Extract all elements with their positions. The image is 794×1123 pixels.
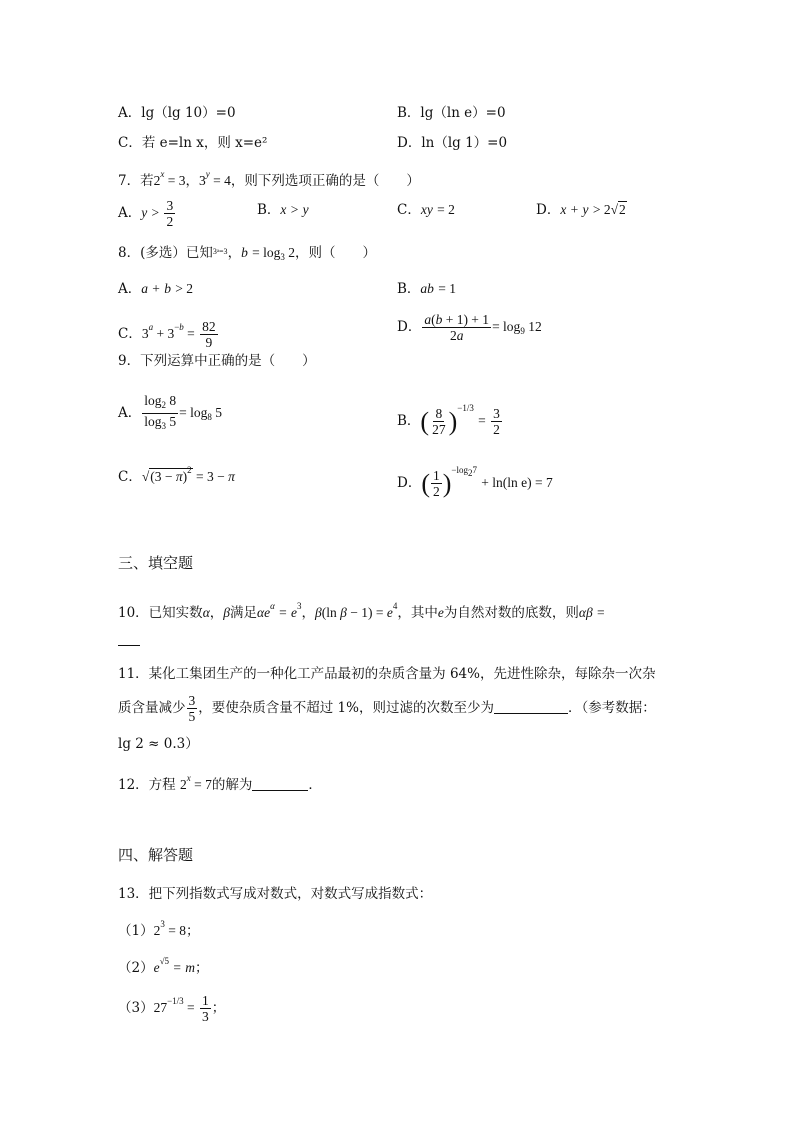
q11-line-2: 质含量减少 $\frac{3}{5}$ ，要使杂质含量不超过 1%，则过滤的次数至少为 ．（参考数据： <box>118 693 656 724</box>
q9-option-a: A． $\frac{\log_2 8}{\log_3 5}$ = $\log_8 5$ <box>118 393 223 431</box>
q6-option-c: C．若 e=ln x，则 x=e² <box>118 135 268 151</box>
q9-option-c: C．$√(3 - \pi)^2 = 3 - \pi$ <box>118 465 235 485</box>
q11-answer-blank[interactable] <box>494 699 568 714</box>
q6-option-a: A．lg（lg 10）=0 <box>118 105 236 121</box>
q12-answer-blank[interactable] <box>252 776 308 791</box>
q11-line-3: lg 2 ≈ 0.3） <box>118 736 199 752</box>
q7-option-c: C．xy = 2 <box>397 202 455 218</box>
q13-stem: 13．把下列指数式写成对数式，对数式写成指数式： <box>118 886 433 902</box>
q6-option-b: B．lg（ln e）=0 <box>397 105 506 121</box>
q6-option-d: D．ln（lg 1）=0 <box>397 135 508 151</box>
q8-option-b: B．ab = 1 <box>397 281 456 297</box>
q9-option-b: B．( $\frac{8}{27}$ )$^{-1/3}$ = $\frac{3}{2}$ <box>397 403 500 437</box>
q11-line-1: 11．某化工集团生产的一种化工产品最初的杂质含量为 64%，先进性除杂，每除杂一次杂 <box>118 666 656 682</box>
section-3-title: 三、填空题 <box>118 554 194 572</box>
q9-stem: 9．下列运算中正确的是（ ） <box>118 353 316 369</box>
q8-option-a: A．a + b > 2 <box>118 281 194 297</box>
q12-text: 12．方程 $2^x = 7$的解为 ． <box>118 773 322 793</box>
q13-part-2: $(2)e^{√5} = m$； <box>118 956 209 976</box>
q8-option-d: D． $\frac{a(b + 1) + 1}{2a}$ = $\log_9 12$ <box>397 312 542 343</box>
q7-stem: 7．若$2^x = 3$，$3^y = 4$，则下列选项正确的是（ ） <box>118 169 420 189</box>
q13-part-1: $(1)2^3 = 8$； <box>118 919 200 939</box>
q7-option-d: D．x + y > 2√2 <box>536 202 626 218</box>
q7-option-a: A．y > $\frac{3}{2}$ <box>118 198 174 229</box>
q7-option-b: B．x > y <box>257 202 309 218</box>
q10-text: 10．已知实数α，β满足$\alpha e^\alpha = e^3$，β(ln $\beta - 1) = e^4$，其中e为自然对数的底数，则αβ = <box>118 601 605 621</box>
section-4-title: 四、解答题 <box>118 846 194 864</box>
q8-stem: 8．(多选）已知$^{3ᵃ=3}$，$b = \log_3 2$，则（ ） <box>118 245 376 262</box>
q10-answer-blank[interactable] <box>118 632 140 652</box>
q9-option-d: D．( $\frac{1}{2}$ )$^{-log_27}$ + ln(ln e) = 7 <box>397 465 553 499</box>
q13-part-3: $(3)27^{-1/3}$ = $\frac{1}{3}$ ； <box>118 993 226 1024</box>
q8-option-c: C．$3^a + 3^{-b}$ = $\frac{82}{9}$ <box>118 319 216 350</box>
